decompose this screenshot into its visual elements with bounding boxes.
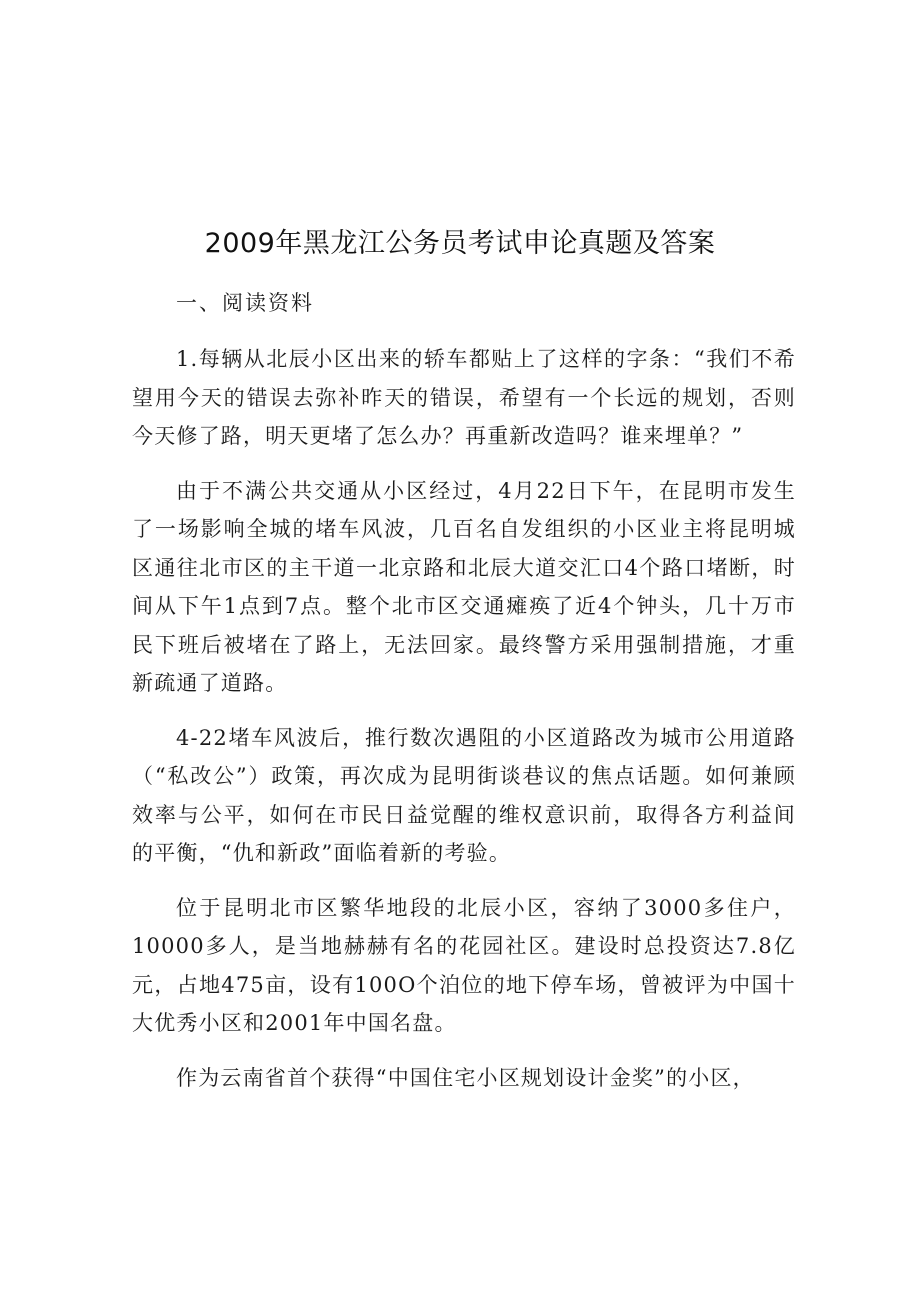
paragraph-1: 1.每辆从北辰小区出来的轿车都贴上了这样的字条：“我们不希望用今天的错误去弥补昨天的错误，希望有一个长远的规划，否则今天修了路，明天更堵了怎么办？再重新改造吗？谁来埋单？” [132, 347, 796, 448]
document-title: 2009年黑龙江公务员考试申论真题及答案 [204, 228, 716, 259]
paragraph-2: 由于不满公共交通从小区经过，4月22日下午，在昆明市发生了一场影响全城的堵车风波，几百名自发组织的小区业主将昆明城区通往北市区的主干道一北京路和北辰大道交汇口4个路口堵断，时间从下午1点到7点。整个北市区交通瘫痪了近4个钟头，几十万市民下班后被堵在了路上，无法回家。最终警方采用强制措施，才重新疏通了道路。 [132, 478, 796, 695]
paragraph-5: 作为云南省首个获得“中国住宅小区规划设计金奖”的小区， [176, 1065, 755, 1090]
document-body [132, 284, 796, 1097]
section-heading: 一、阅读资料 [176, 291, 314, 315]
paragraph-4: 位于昆明北市区繁华地段的北辰小区，容纳了3000多住户，10000多人，是当地赫赫有名的花园社区。建设时总投资达7.8亿元，占地475亩，设有100O个泊位的地下停车场，曾被评为中国十大优秀小区和2001年中国名盘。 [132, 895, 796, 1035]
paragraph-3: 4-22堵车风波后，推行数次遇阻的小区道路改为城市公用道路（“私改公”）政策，再次成为昆明街谈巷议的焦点话题。如何兼顾效率与公平，如何在市民日益觉醒的维权意识前，取得各方利益间的平衡，“仇和新政”面临着新的考验。 [132, 725, 796, 865]
